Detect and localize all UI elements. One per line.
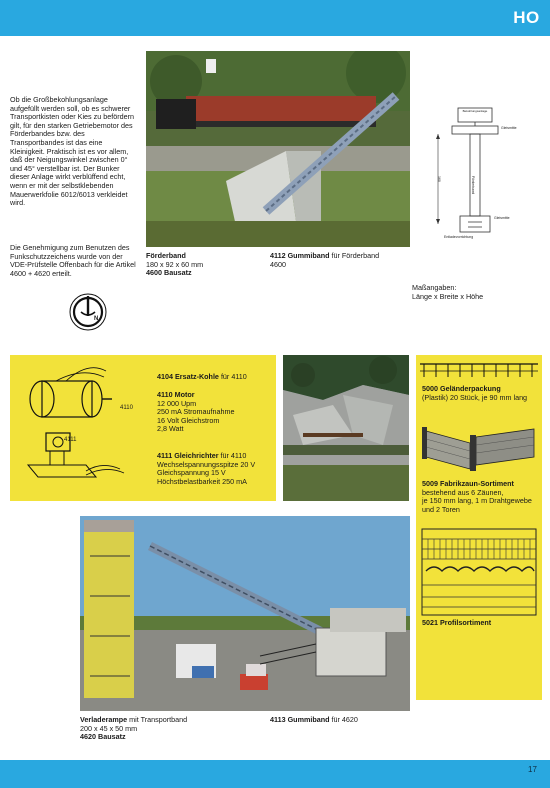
railing-desc: (Plastik) 20 Stück, je 90 mm lang [422, 392, 528, 402]
verlade-dims: 200 x 45 x 50 mm [80, 723, 138, 733]
caption-foerderband [146, 252, 258, 278]
caption-verladerampe [80, 716, 240, 742]
verlade-rest: mit Transportband [129, 715, 188, 724]
gummiband2-name: Gummiband [287, 715, 330, 724]
foerderband-kit: Bausatz [164, 268, 192, 278]
foerderband-dims: 180 x 92 x 60 mm [146, 259, 204, 269]
foerderband-name: Förderband [146, 251, 186, 260]
factory-fence-desc: bestehend aus 6 Zäunen, [422, 487, 504, 497]
profile-item [422, 619, 538, 628]
diagram-belt-label: Förderband [471, 176, 475, 195]
gummiband1-no: 4112 [270, 251, 286, 260]
fence-box [416, 355, 542, 700]
diagram-height: 160 [437, 176, 441, 182]
dimension-note-label: Maßangaben: [412, 283, 457, 292]
verlade-no: 4620 [80, 732, 96, 742]
verlade-name: Verladerampe [80, 715, 128, 724]
gleich-no: 4111 [157, 451, 173, 460]
gleich-spec: Gleichspannung 15 V [157, 468, 226, 478]
gleich-rest: für 4110 [220, 451, 247, 460]
diagram-top-label: Bekohlungsanlage [462, 109, 488, 113]
dimension-diagram [424, 106, 534, 246]
vde-letter: N [94, 316, 99, 322]
motor-illustration [16, 361, 140, 491]
label-4110: 4110 [120, 405, 133, 411]
gummiband2-no: 4113 [270, 715, 286, 724]
label-4111: 4111 [64, 437, 77, 443]
caption-gummiband-4113 [270, 716, 400, 725]
kohle-item [157, 373, 275, 382]
motor-spec: 16 Volt Gleichstrom [157, 415, 220, 425]
motor-item [157, 391, 275, 434]
diagram-gleismitte-bottom: Gleismitte [494, 216, 510, 220]
profile-sprue-illustration [420, 527, 538, 617]
profile-name: Profilsortiment [440, 618, 492, 627]
profile-no: 5021 [422, 618, 438, 627]
photo-landscape-bridge [283, 355, 409, 501]
factory-fence-illustration [420, 421, 538, 473]
gummiband1-rest: für Förderband 4600 [270, 251, 380, 269]
factory-fence-item [422, 480, 540, 514]
gleich-spec: Höchstbelastbarkeit 250 mA [157, 476, 247, 486]
motor-spec: 250 mA Stromaufnahme [157, 407, 235, 417]
vde-paragraph: Die Genehmigung zum Benutzen des Funkschutzzeichens wurde von der VDE-Prüfstelle Offenbach für die Artikel 4600 + 4620 erteilt. [10, 243, 136, 278]
photo-conveyor-belt [146, 51, 410, 247]
motor-spec: 12 000 Upm [157, 398, 197, 408]
vde-radio-protection-icon [68, 292, 108, 332]
gleich-spec: Wechselspannungsspitze 20 V [157, 459, 256, 469]
gummiband1-name: Gummiband [287, 251, 330, 260]
railing-item [422, 385, 538, 402]
factory-fence-no: 5009 [422, 479, 438, 488]
railing-name: Geländerpackung [440, 384, 501, 393]
rectifier-item [157, 452, 275, 486]
diagram-gleismitte-top: Gleismitte [501, 126, 517, 130]
factory-fence-name: Fabrikzaun-Sortiment [440, 479, 514, 488]
photo-loading-ramp [80, 516, 410, 711]
foerderband-no: 4600 [146, 268, 162, 278]
kohle-rest: für 4110 [220, 372, 247, 381]
dimension-note [412, 284, 532, 301]
motor-no: 4110 [157, 390, 173, 399]
page-number: 17 [528, 765, 537, 774]
intro-paragraph: Ob die Großbekohlungsanlage aufgefüllt werden soll, ob es schwerer Transportkisten oder Kies zu befördern gilt, für den starken Getriebemotor des Förderbandes bzw. des Transportbandes ist das eine Kleinigkeit. Praktisch ist es vor allem, daß der Neigungswinkel zwischen 0° und 45° verstellbar ist. Der Bunker dieser Anlage wirkt verblüffend echt, wenn er mit der selbstklebenden Mauerwerkfolie 6012/6013 verkleidet wird. [10, 95, 134, 208]
dimension-note-value: Länge x Breite x Höhe [412, 291, 484, 301]
scale-tab: HO [513, 8, 540, 27]
caption-gummiband-4112 [270, 252, 388, 269]
verlade-kit: Bausatz [98, 732, 126, 742]
railing-no: 5000 [422, 384, 438, 393]
gummiband2-rest: für 4620 [331, 715, 358, 724]
diagram-bottom-label: Entladevorrichtung [444, 235, 474, 239]
parts-box [10, 355, 276, 501]
factory-fence-desc: und 2 Toren [422, 504, 460, 514]
gleich-name: Gleichrichter [174, 451, 219, 460]
kohle-no: 4104 [157, 372, 173, 381]
railing-illustration [420, 361, 538, 379]
motor-name: Motor [174, 390, 195, 399]
motor-spec: 2,8 Watt [157, 424, 184, 434]
kohle-name: Ersatz-Kohle [175, 372, 219, 381]
factory-fence-desc: je 150 mm lang, 1 m Drahtgewebe [422, 496, 532, 506]
